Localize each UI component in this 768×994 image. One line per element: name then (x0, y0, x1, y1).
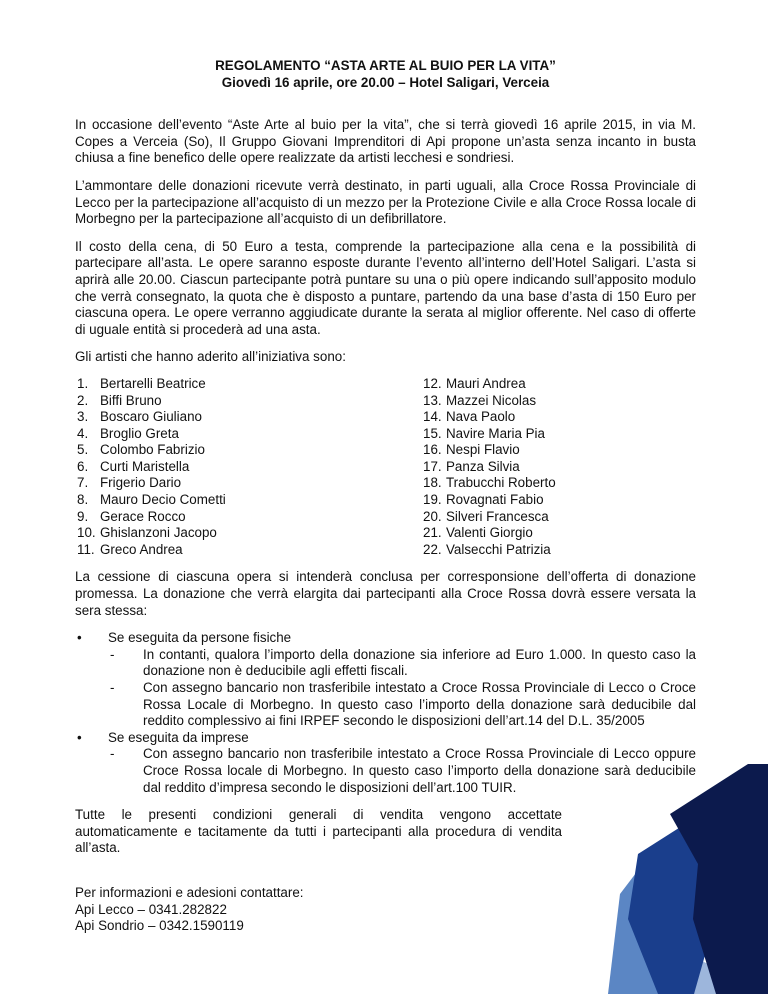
artist-item (421, 492, 556, 509)
artist-name: Bertarelli Beatrice (100, 375, 206, 391)
artist-item (75, 492, 421, 509)
hexagon-decoration (598, 744, 768, 994)
dash-icon: - (110, 646, 115, 662)
artist-name: Trabucchi Roberto (446, 475, 556, 491)
artist-name: Valenti Giorgio (446, 525, 533, 541)
artist-name: Greco Andrea (100, 541, 183, 557)
dash-icon: - (110, 746, 115, 762)
artists-intro: Gli artisti che hanno aderito all’iniziativa sono: (75, 349, 346, 365)
artist-item (421, 475, 556, 492)
bullet-icon: • (77, 729, 82, 745)
artist-name: Frigerio Dario (100, 475, 182, 491)
artist-number: 15. (423, 425, 442, 441)
artist-number: 2. (77, 392, 89, 408)
artist-item (75, 426, 421, 443)
artist-number: 22. (423, 541, 442, 557)
persons-check-item (75, 680, 696, 730)
payment-persons (75, 630, 696, 730)
artist-item (421, 459, 556, 476)
contacts-heading: Per informazioni e adesioni contattare: (75, 884, 304, 900)
bullet-icon: • (77, 630, 82, 646)
artist-item (75, 409, 421, 426)
cost-paragraph: Il costo della cena, di 50 Euro a testa, comprende la partecipazione alla cena e la possibilità di partecipare all’asta. Le opere saranno esposte durante l’evento all’interno dell’Hotel Saligari. L’asta si aprirà alle 20.00. Ciascun partecipante potrà puntare su una o più opere indicando sull’apposito modulo che verrà consegnato, la quota che è disposto a puntare, partendo da una base d’asta di 150 Euro per ciascuna opera. Le opere verranno aggiudicate durante la serata al miglior offerente. Nel caso di offerte di uguale entità si procederà ad una asta. (75, 238, 696, 337)
artist-name: Silveri Francesca (446, 508, 549, 524)
document-subtitle: Giovedì 16 aprile, ore 20.00 – Hotel Saligari, Verceia (221, 74, 550, 90)
artist-name: Mauro Decio Cometti (100, 492, 226, 508)
intro-paragraph: In occasione dell’evento “Aste Arte al buio per la vita”, che si terrà giovedì 16 aprile 2015, in via M. Copes a Verceia (So), Il Gruppo Giovani Imprenditori di Api propone un’asta senza incanto in busta chiusa a fine benefico delle opere realizzate da artisti lecchesi e sondriesi. (75, 117, 696, 166)
contact-sondrio: Api Sondrio – 0342.1590119 (75, 918, 244, 934)
artist-name: Nava Paolo (446, 409, 516, 425)
artist-number: 13. (423, 392, 442, 408)
persons-label: Se eseguita da persone fisiche (108, 630, 292, 646)
artist-name: Panza Silvia (446, 458, 520, 474)
artist-number: 10. (77, 525, 96, 541)
artist-item (75, 459, 421, 476)
artist-item (421, 393, 556, 410)
artist-number: 7. (77, 475, 89, 491)
artist-item (421, 525, 556, 542)
artist-item (421, 409, 556, 426)
artist-item (421, 509, 556, 526)
artist-number: 8. (77, 492, 89, 508)
business-check-text: Con assegno bancario non trasferibile intestato a Croce Rossa Provinciale di Lecco oppure Croce Rossa locale di Morbegno. In questo caso l’importo della donazione sarà deducibile dal reddito d’impresa secondo le disposizioni dell’art.100 TUIR. (143, 746, 696, 795)
cession-paragraph: La cessione di ciascuna opera si intenderà conclusa per corresponsione dell’offerta di donazione promessa. La donazione che verrà elargita dai partecipanti alla Croce Rossa dovrà essere versata la sera stessa: (75, 569, 696, 618)
artist-number: 5. (77, 442, 89, 458)
artist-name: Biffi Bruno (100, 392, 162, 408)
artist-name: Curti Maristella (100, 458, 190, 474)
artist-item (421, 426, 556, 443)
artist-name: Rovagnati Fabio (446, 492, 544, 508)
artists-column-right (421, 376, 556, 559)
artist-number: 21. (423, 525, 442, 541)
artist-item (421, 542, 556, 559)
artist-name: Broglio Greta (100, 425, 179, 441)
donations-paragraph: L’ammontare delle donazioni ricevute verrà destinato, in parti uguali, alla Croce Rossa Provinciale di Lecco per la partecipazione all’acquisto di un mezzo per la Protezione Civile e alla Croce Rossa locale di Morbegno per la partecipazione all’acquisto di un defibrillatore. (75, 177, 696, 227)
artist-item (421, 442, 556, 459)
artist-item (75, 393, 421, 410)
artist-name: Nespi Flavio (446, 442, 520, 458)
artist-item (75, 475, 421, 492)
artist-number: 9. (77, 508, 89, 524)
artist-number: 20. (423, 508, 442, 524)
dash-icon: - (110, 680, 115, 695)
artist-item (75, 442, 421, 459)
artist-item (75, 542, 421, 559)
artist-name: Valsecchi Patrizia (446, 541, 551, 557)
artist-number: 19. (423, 492, 442, 508)
persons-options (108, 647, 696, 730)
artist-item (421, 376, 556, 393)
conditions-paragraph: Tutte le presenti condizioni generali di vendita vengono accettate automaticamente e tacitamente da tutti i partecipanti alla procedura di vendita all’asta. (75, 807, 562, 856)
artist-number: 18. (423, 475, 442, 491)
document-title: REGOLAMENTO “ASTA ARTE AL BUIO PER LA VITA” (215, 58, 556, 73)
artist-name: Colombo Fabrizio (100, 442, 205, 458)
artist-name: Mazzei Nicolas (446, 392, 537, 408)
artist-number: 4. (77, 425, 89, 441)
persons-cash-item (75, 647, 696, 680)
artist-number: 1. (77, 375, 89, 391)
artist-item (75, 376, 421, 393)
artist-name: Navire Maria Pia (446, 425, 545, 441)
artist-item (75, 525, 421, 542)
contact-lecco: Api Lecco – 0341.282822 (75, 901, 227, 917)
artist-number: 12. (423, 375, 442, 391)
artist-name: Gerace Rocco (100, 508, 186, 524)
artist-item (75, 509, 421, 526)
business-label: Se eseguita da imprese (108, 729, 249, 745)
artist-name: Ghislanzoni Jacopo (100, 525, 217, 541)
artist-number: 16. (423, 442, 442, 458)
artists-column-left (75, 376, 421, 559)
artists-list (75, 376, 696, 559)
artist-number: 17. (423, 458, 442, 474)
persons-cash-text: In contanti, qualora l’importo della donazione sia inferiore ad Euro 1.000. In questo caso la donazione non è deducibile agli effetti fiscali. (143, 646, 696, 679)
artist-number: 14. (423, 409, 442, 425)
artist-name: Boscaro Giuliano (100, 409, 202, 425)
persons-check-text: Con assegno bancario non trasferibile intestato a Croce Rossa Provinciale di Lecco o Croce Rossa Locale di Morbegno. In questo caso l’importo della donazione sarà deducibile dal reddito complessivo ai fini IRPEF secondo le disposizioni dell’art.14 del D.L. 35/2005 (143, 680, 696, 729)
artist-number: 11. (77, 541, 95, 557)
artist-number: 3. (77, 409, 89, 425)
artist-number: 6. (77, 458, 89, 474)
artist-name: Mauri Andrea (446, 375, 526, 391)
